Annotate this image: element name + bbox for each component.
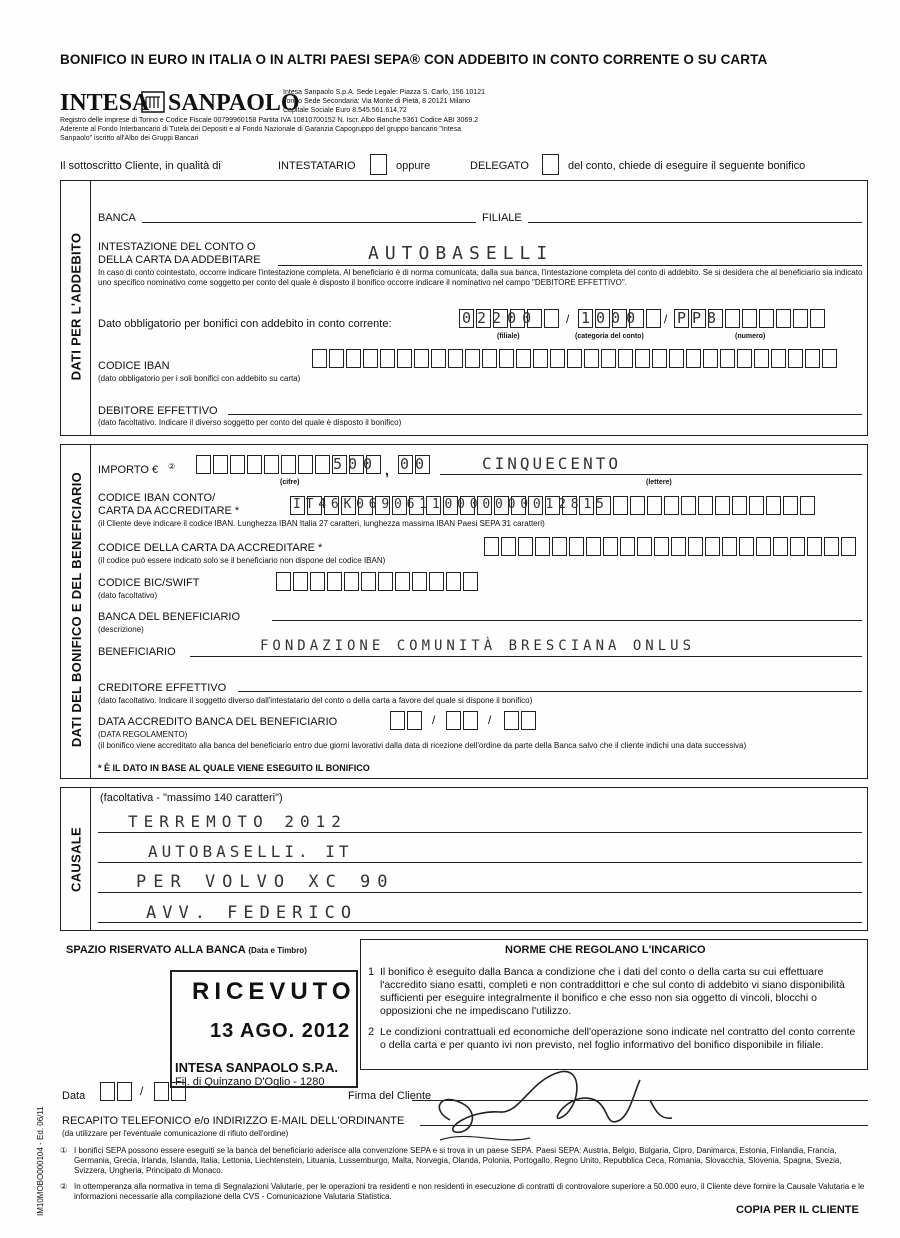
causale-text-3: PER VOLVO XC 90 — [136, 872, 395, 892]
banca-field[interactable] — [142, 222, 476, 223]
causale-text-1: TERREMOTO 2012 — [128, 812, 347, 831]
asterisk-note: * È IL DATO IN BASE AL QUALE VIENE ESEGUITO IL BONIFICO — [98, 763, 370, 773]
stamp-ricevuto: RICEVUTO — [192, 978, 356, 1005]
section-addebito — [60, 180, 868, 436]
importo-label: IMPORTO € — [98, 464, 159, 476]
decimali-value: 00 — [400, 455, 431, 473]
importo-lettere-value: CINQUECENTO — [482, 454, 621, 473]
intestazione-field[interactable] — [278, 265, 862, 266]
importo-value: 500 — [333, 455, 379, 473]
beneficiario-value: FONDAZIONE COMUNITÀ BRESCIANA ONLUS — [260, 638, 696, 654]
norme-num-1: 1 — [368, 966, 375, 978]
iban-addebito-label: CODICE IBAN — [98, 360, 170, 372]
iban-accredito-label-1: CODICE IBAN CONTO/ — [98, 492, 216, 504]
data-label: Data — [62, 1090, 86, 1102]
carta-note: (il codice può essere indicato solo se il beneficiario non dispone del codice IBAN) — [98, 556, 386, 565]
iban-addebito-boxes[interactable] — [312, 349, 839, 368]
categoria-value: 1000 — [581, 309, 642, 327]
section-addebito-label: DATI PER L'ADDEBITO — [68, 232, 84, 381]
iban-accredito-value: IT46K06906110000000012815 — [293, 497, 609, 512]
data-accredito-label: DATA ACCREDITO BANCA DEL BENEFICIARIO — [98, 716, 338, 728]
banca-beneficiario-label: BANCA DEL BENEFICIARIO — [98, 611, 241, 623]
numero-caption: (numero) — [735, 333, 766, 340]
data-accredito-note: (il bonifico viene accreditato alla banca del beneficiario entro due giorni lavorativi dalla data di ricezione dell'ordine da parte della Banca salvo che il cliente indichi una data successiva) — [98, 741, 747, 750]
beneficiario-label: BENEFICIARIO — [98, 646, 176, 658]
footnote-1: I bonifici SEPA possono essere eseguiti se la banca del beneficiario aderisce alla convenzione SEPA e si trova in un paese SEPA. Paesi SEPA: Austria, Belgio, Bulgaria, Cipro, Danimarca, Estonia, Finlandia, Francia, Germania, Grecia, Irlanda, Islanda, Italia, Lettonia, Liechtenstein, Lituania, Lussemburgo, Malta, Norvegia, Olanda, Polonia, Portogallo, Regno Unito, Repubblica Ceca, Romania, Slovacchia, Slovenia, Spagna, Svezia, Svizzera, Ungheria, Principato di Monaco. — [74, 1146, 842, 1175]
intestazione-label-2: DELLA CARTA DA ADDEBITARE — [98, 254, 261, 266]
stamp-branch: Fil. di Quinzano D'Oglio - 1280 — [175, 1076, 325, 1088]
footnote-2: In ottemperanza alla normativa in tema di Segnalazioni Valutarie, per le operazioni tra residenti e non residenti in esecuzione di contratti di controvalore superiore a 50.000 euro, il Cliente deve fornire la Causale Valutaria e le informazioni necessarie alla compilazione della CVS - Comunicazione Valutaria Statistica. — [74, 1182, 865, 1201]
recapito-label: RECAPITO TELEFONICO e/o INDIRIZZO E-MAIL DELL'ORDINANTE — [62, 1115, 405, 1127]
causale-text-4: AVV. FEDERICO — [146, 903, 358, 923]
section-causale-label: CAUSALE — [68, 827, 84, 892]
importo-lettere-field[interactable] — [440, 474, 862, 475]
intro-text: Il sottoscritto Cliente, in qualità di — [60, 160, 221, 172]
banca-beneficiario-note: (descrizione) — [98, 625, 144, 634]
bic-note: (dato facoltativo) — [98, 591, 158, 600]
form-title: BONIFICO IN EURO IN ITALIA O IN ALTRI PAESI SEPA® CON ADDEBITO IN CONTO CORRENTE O SU CARTA — [60, 52, 768, 67]
filiale-caption: (filiale) — [497, 333, 520, 340]
causale-line-1[interactable] — [98, 832, 862, 833]
data-mese-boxes[interactable] — [154, 1082, 188, 1101]
form-code: IM10MOBO000104 - Ed. 06/11 — [36, 1106, 45, 1216]
stamp-bank: INTESA SANPAOLO S.P.A. — [175, 1060, 339, 1075]
lettere-caption: (lettere) — [646, 479, 672, 486]
iban-accredito-note: (il Cliente deve indicare il codice IBAN. Lunghezza IBAN Italia 27 caratteri, lunghezza massima IBAN Paesi SEPA 31 caratteri) — [98, 519, 545, 528]
categoria-caption: (categoria del conto) — [575, 333, 644, 340]
registry-info: Registro delle imprese di Torino e Codice Fiscale 00799960158 Partita IVA 10810700152 N. Iscr. Albo Banche 5361 Codice ABI 3069.2 Aderente al Fondo Interbancario di Tutela dei Depositi e al Fondo Nazionale di Garanzia Capogruppo del gruppo bancario "Intesa Sanpaolo" iscritto all'Albo dei Gruppi Bancari — [60, 117, 479, 142]
norme-num-2: 2 — [368, 1026, 375, 1038]
signature — [410, 1050, 690, 1155]
cifre-caption: (cifre) — [280, 479, 300, 486]
numero-value: PP8 — [677, 309, 723, 327]
intestatario-checkbox[interactable] — [370, 154, 387, 175]
footnote-2-mark: ② — [60, 1182, 68, 1191]
footnote-1-mark: ① — [60, 1146, 68, 1155]
filiale-label: FILIALE — [482, 212, 522, 224]
debitore-field[interactable] — [228, 414, 862, 415]
bank-info: Intesa Sanpaolo S.p.A. Sede Legale: Piazza S. Carlo, 156 10121 Torino Sede Secondaria: Via Monte di Pietà, 8 20121 Milano Capitale Sociale Euro 8.545.561.614,72 — [283, 89, 485, 114]
banca-label: BANCA — [98, 212, 136, 224]
oppure-label: oppure — [396, 160, 431, 172]
bic-label: CODICE BIC/SWIFT — [98, 577, 200, 589]
norme-title: NORME CHE REGOLANO L'INCARICO — [505, 944, 706, 956]
delegato-checkbox[interactable] — [542, 154, 559, 175]
data-regolamento-label: (DATA REGOLAMENTO) — [98, 730, 188, 739]
bic-boxes[interactable] — [276, 572, 480, 591]
creditore-field[interactable] — [238, 691, 862, 692]
copia-label: COPIA PER IL CLIENTE — [736, 1204, 859, 1216]
recapito-field[interactable] — [420, 1125, 868, 1126]
creditore-note: (dato facoltativo. Indicare il soggetto diverso dall'intestatario del conto o della carta a favore del quale si dispone il bonifico) — [98, 696, 533, 705]
causale-line-3[interactable] — [98, 892, 862, 893]
iban-accredito-label-2: CARTA DA ACCREDITARE * — [98, 505, 240, 517]
intro-text-end: del conto, chiede di eseguire il seguente bonifico — [568, 160, 806, 172]
carta-boxes[interactable] — [484, 537, 858, 556]
recapito-note: (da utilizzare per l'eventuale comunicazione di rifiuto dell'ordine) — [62, 1129, 289, 1138]
carta-label: CODICE DELLA CARTA DA ACCREDITARE * — [98, 542, 323, 554]
intestazione-label-1: INTESTAZIONE DEL CONTO O — [98, 241, 256, 253]
svg-text:INTESA: INTESA — [60, 90, 150, 116]
data-accredito-giorno[interactable] — [390, 711, 424, 730]
intestazione-note: In caso di conto cointestato, occorre indicare l'intestazione completa. Al beneficiario è di norma comunicata, dalla sua banca, l'intestazione completa del conto di addebito. Se si desidera che al beneficiario sia indicato uno specifico nominativo come soggetto per conto del quale è disposto il bonifico occorre indicare il nominativo nel campo "DEBITORE EFFETTIVO". — [98, 268, 863, 287]
svg-text:SANPAOLO: SANPAOLO — [168, 90, 300, 116]
filiale-field[interactable] — [528, 222, 862, 223]
data-giorno-boxes[interactable] — [100, 1082, 134, 1101]
causale-hint: (facoltativa - "massimo 140 caratteri") — [100, 792, 283, 804]
importo-footnote: ② — [168, 462, 176, 471]
intestazione-value: AUTOBASELLI — [368, 243, 554, 264]
filiale-value: 02200 — [462, 309, 538, 327]
riservato-title: SPAZIO RISERVATO ALLA BANCA (Data e Timbro) — [66, 944, 307, 956]
norme-paragraph-1: Il bonifico è eseguito dalla Banca a condizione che i dati del conto o della carta su cui effettuare l'accredito siano esatti, completi e non contraddittori e che sul conto di addebito vi siano disponibilità sufficienti per eseguire integralmente il bonifico e che esso non sia oggetto di vincoli, blocchi o opposizioni che ne impediscano l'utilizzo. — [380, 966, 845, 1017]
causale-text-2: AUTOBASELLI. IT — [148, 842, 353, 861]
norme-paragraph-2: Le condizioni contrattuali ed economiche dell'operazione sono indicate nel contratto del conto corrente o della carta e per quanto ivi non previsto, nel foglio informativo del bonifico disponibile in filiale. — [380, 1026, 856, 1051]
firma-label: Firma del Cliente — [348, 1090, 432, 1102]
dato-obbligatorio-label: Dato obbligatorio per bonifici con addebito in conto corrente: — [98, 318, 392, 330]
creditore-label: CREDITORE EFFETTIVO — [98, 682, 227, 694]
causale-line-2[interactable] — [98, 862, 862, 863]
data-accredito-mese[interactable] — [446, 711, 480, 730]
intestatario-label: INTESTATARIO — [278, 160, 356, 172]
beneficiario-field[interactable] — [190, 656, 862, 657]
banca-beneficiario-field[interactable] — [272, 620, 862, 621]
debitore-label: DEBITORE EFFETTIVO — [98, 405, 218, 417]
section-beneficiario-label: DATI DEL BONIFICO E DEL BENEFICIARIO — [69, 471, 84, 748]
stamp-date: 13 AGO. 2012 — [210, 1020, 351, 1042]
data-accredito-anno[interactable] — [504, 711, 538, 730]
debitore-note: (dato facoltativo. Indicare il diverso soggetto per conto del quale è disposto il bonifico) — [98, 418, 402, 427]
iban-addebito-note: (dato obbligatorio per i soli bonifici con addebito su carta) — [98, 374, 301, 383]
delegato-label: DELEGATO — [470, 160, 529, 172]
